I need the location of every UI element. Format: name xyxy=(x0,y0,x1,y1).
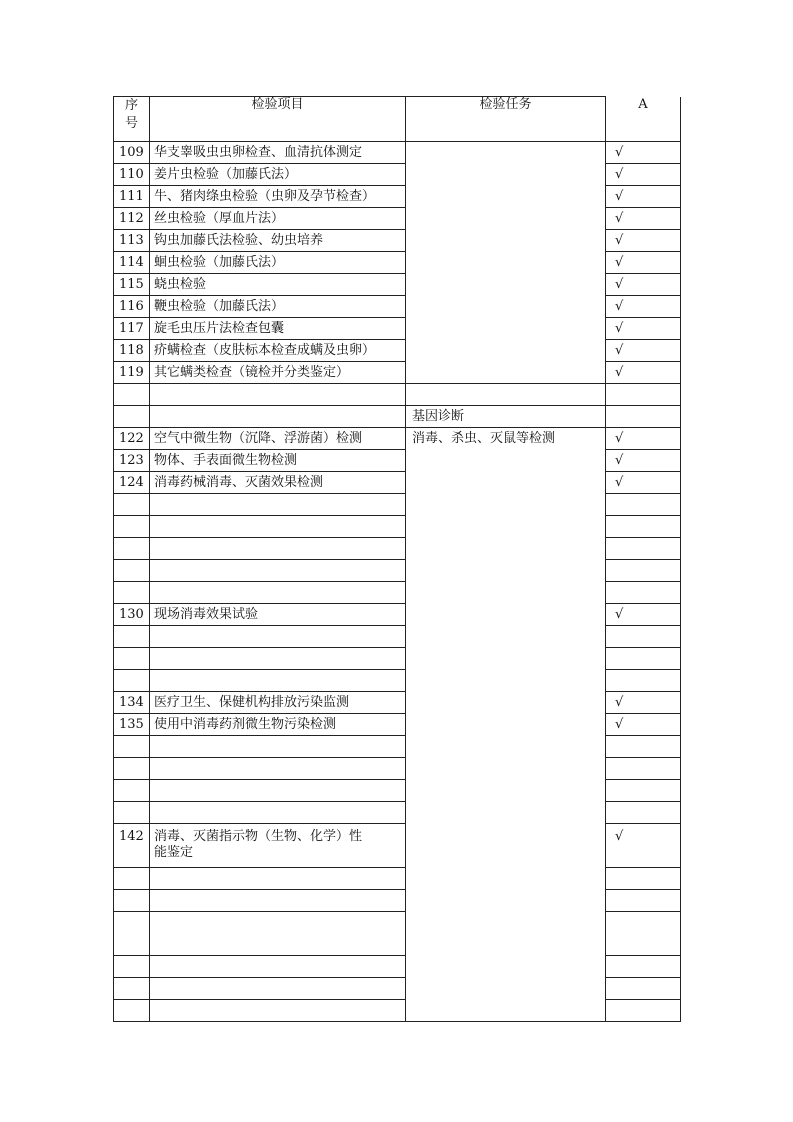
row-item: 疥螨检查（皮肤标本检查成螨及虫卵） xyxy=(150,340,406,362)
row-item: 牛、猪肉绦虫检验（虫卵及孕节检查） xyxy=(150,186,406,208)
row-no: 118 xyxy=(114,340,150,362)
check-mark: √ xyxy=(606,208,681,230)
check-mark: √ xyxy=(606,142,681,164)
check-mark: √ xyxy=(606,362,681,384)
row-no: 134 xyxy=(114,692,150,714)
row-item: 蛲虫检验 xyxy=(150,274,406,296)
row-item: 消毒、灭菌指示物（生物、化学）性 能鉴定 xyxy=(150,824,406,868)
row-item: 旋毛虫压片法检查包囊 xyxy=(150,318,406,340)
row-no: 142 xyxy=(114,824,150,868)
header-a: A xyxy=(606,97,681,142)
check-mark: √ xyxy=(606,230,681,252)
row-item: 丝虫检验（厚血片法） xyxy=(150,208,406,230)
row-item: 医疗卫生、保健机构排放污染监测 xyxy=(150,692,406,714)
task-disinfection: 消毒、杀虫、灭鼠等检测 xyxy=(406,428,606,1022)
row-item: 现场消毒效果试验 xyxy=(150,604,406,626)
row-no: 122 xyxy=(114,428,150,450)
row-no: 110 xyxy=(114,164,150,186)
row-item: 使用中消毒药剂微生物污染检测 xyxy=(150,714,406,736)
check-mark: √ xyxy=(606,428,681,450)
check-mark: √ xyxy=(606,318,681,340)
row-no: 130 xyxy=(114,604,150,626)
row-item: 空气中微生物（沉降、浮游菌）检测 xyxy=(150,428,406,450)
row-no: 112 xyxy=(114,208,150,230)
row-no: 123 xyxy=(114,450,150,472)
row-item: 物体、手表面微生物检测 xyxy=(150,450,406,472)
row-item: 钩虫加藤氏法检验、幼虫培养 xyxy=(150,230,406,252)
check-mark: √ xyxy=(606,604,681,626)
row-item: 蛔虫检验（加藤氏法） xyxy=(150,252,406,274)
row-no: 124 xyxy=(114,472,150,494)
table-row xyxy=(114,142,681,164)
header-no: 序 号 xyxy=(114,97,150,142)
check-mark: √ xyxy=(606,472,681,494)
row-no: 111 xyxy=(114,186,150,208)
check-mark: √ xyxy=(606,714,681,736)
row-item: 鞭虫检验（加藤氏法） xyxy=(150,296,406,318)
row-no: 135 xyxy=(114,714,150,736)
task-gene-diagnosis: 基因诊断 xyxy=(406,406,606,428)
header-task: 检验任务 xyxy=(406,97,606,142)
check-mark: √ xyxy=(606,164,681,186)
check-mark: √ xyxy=(606,186,681,208)
task-cell-empty xyxy=(406,384,606,406)
header-item: 检验项目 xyxy=(150,97,406,142)
table-header-row xyxy=(114,97,681,142)
table-row xyxy=(114,428,681,450)
check-mark: √ xyxy=(606,450,681,472)
row-item: 华支睾吸虫虫卵检查、血清抗体测定 xyxy=(150,142,406,164)
row-no: 109 xyxy=(114,142,150,164)
row-no: 117 xyxy=(114,318,150,340)
row-no: 115 xyxy=(114,274,150,296)
check-mark: √ xyxy=(606,296,681,318)
table-row-empty xyxy=(114,384,681,406)
row-no: 113 xyxy=(114,230,150,252)
check-mark: √ xyxy=(606,340,681,362)
check-mark: √ xyxy=(606,252,681,274)
row-no: 116 xyxy=(114,296,150,318)
table-row-task-gene xyxy=(114,406,681,428)
check-mark: √ xyxy=(606,824,681,868)
row-item: 姜片虫检验（加藤氏法） xyxy=(150,164,406,186)
check-mark: √ xyxy=(606,274,681,296)
inspection-table xyxy=(113,96,681,1022)
row-no: 119 xyxy=(114,362,150,384)
task-cell-empty xyxy=(406,142,606,384)
row-no: 114 xyxy=(114,252,150,274)
row-item: 其它螨类检查（镜检并分类鉴定） xyxy=(150,362,406,384)
row-item: 消毒药械消毒、灭菌效果检测 xyxy=(150,472,406,494)
check-mark: √ xyxy=(606,692,681,714)
